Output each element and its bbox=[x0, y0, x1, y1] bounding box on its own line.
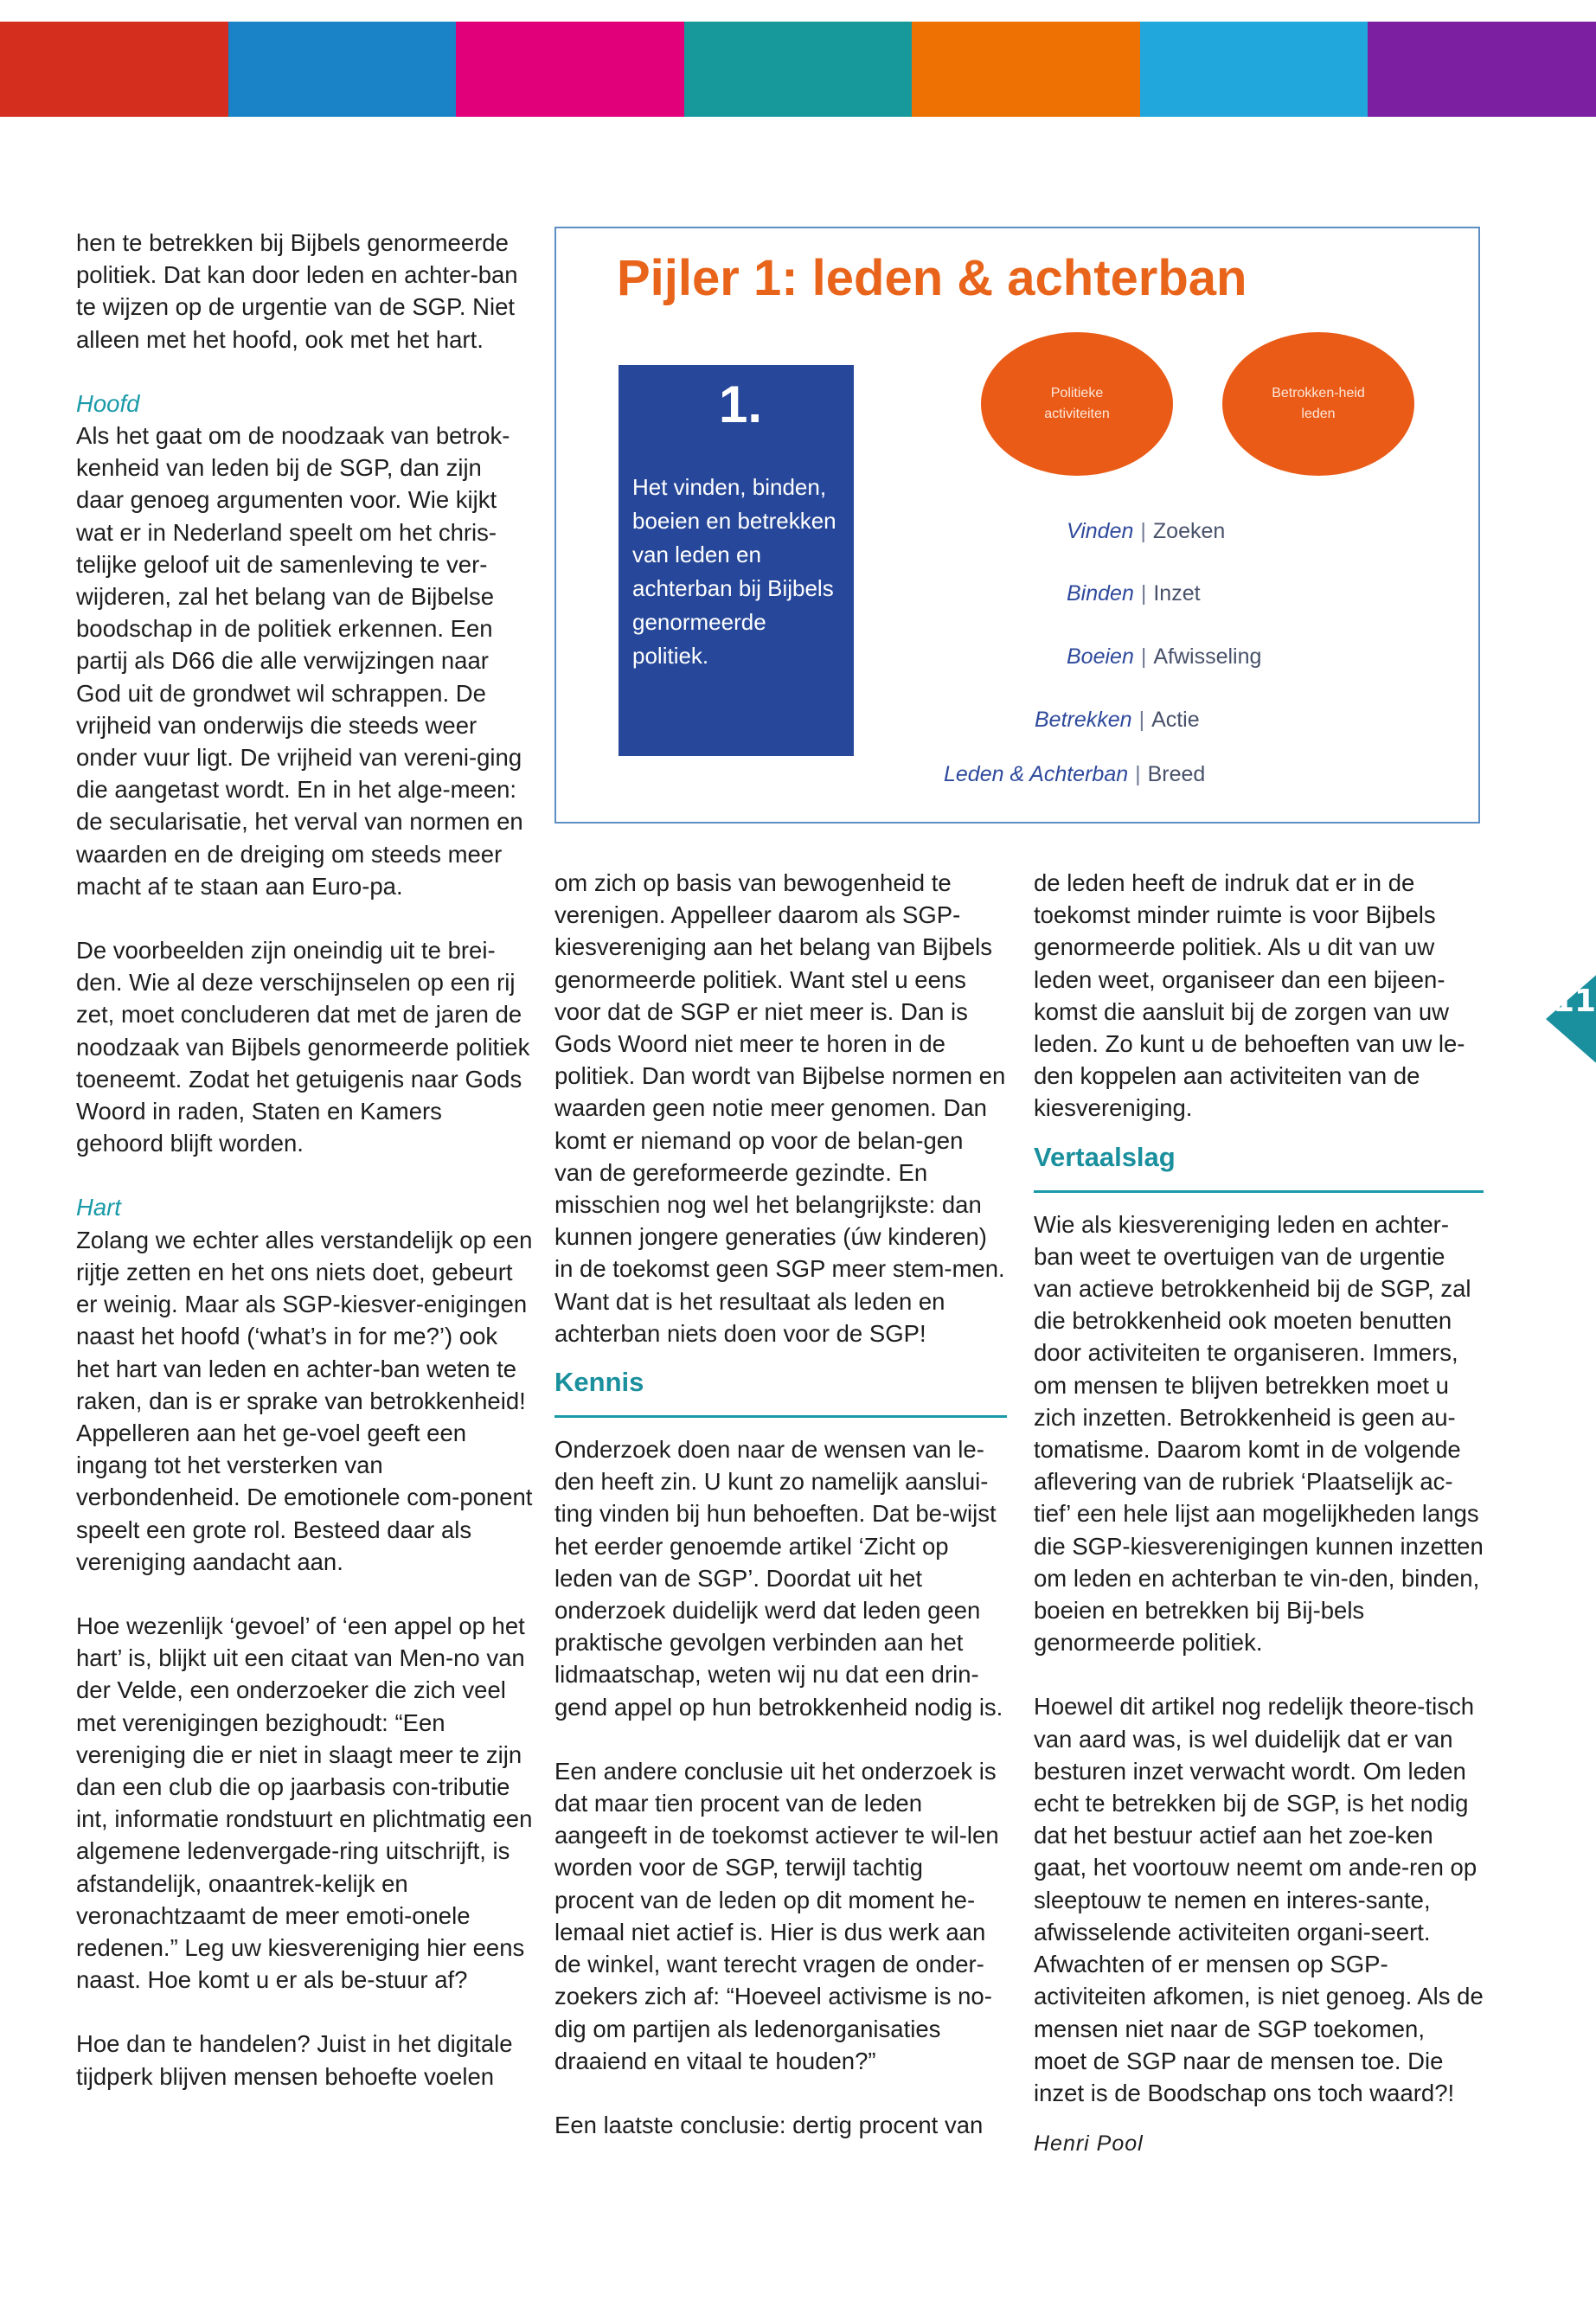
column-middle bbox=[554, 867, 1007, 2141]
pair-key: Vinden bbox=[1067, 519, 1134, 543]
paragraph: hen te betrekken bij Bijbels genormeerde politiek. Dat kan door leden en achter-ban te wijzen op de urgentie van de SGP. Niet alleen met het hoofd, ook met het hart. bbox=[76, 229, 518, 353]
figure-pair bbox=[1067, 581, 1201, 606]
figure-box-text: Het vinden, binden, boeien en betrekken van leden en achterban bij Bijbels genormeerde politiek. bbox=[632, 474, 836, 669]
figure-box-number: 1. bbox=[719, 375, 763, 433]
pair-key: Betrekken bbox=[1035, 708, 1132, 732]
column-right bbox=[1034, 867, 1484, 2160]
pair-separator: | bbox=[1135, 762, 1141, 786]
stripe-cyan bbox=[1140, 22, 1368, 117]
paragraph: Als het gaat om de noodzaak van betrok-kenheid van leden bij de SGP, dan zijn daar genoeg argumenten voor. Wie kijkt wat er in Nederland speelt om het chris-telijke geloof uit de samenleving te ver-wijderen, zal het belang van de Bijbelse boodschap in de politiek erkennen. Een partij als D66 die alle verwijzingen naar God uit de grondwet wil schrappen. De vrijheid van onderwijs die steeds weer onder vuur ligt. De vrijheid van vereni-ging die aangetast wordt. En in het alge-meen: de secularisatie, het verval van normen en waarden en de dreiging om steeds meer macht af te staan aan Euro-pa. bbox=[76, 422, 523, 900]
page-number: 11 bbox=[1553, 984, 1596, 1019]
paragraph: Hoewel dit artikel nog redelijk theore-tisch van aard was, is wel duidelijk dat er van besturen inzet verwacht wordt. Om leden echt te betrekken bij de SGP, is het nodig dat het bestuur actief aan het zoe-ken gaat, het voortouw neemt om ande-ren op sleeptouw te nemen en interes-sante, afwisselende activiteiten organi-seert. Afwachten of er mensen op SGP-activiteiten afkomen, is niet genoeg. Als de mensen niet naar de SGP toekomen, moet de SGP naar de mensen toe. Die inzet is de Boodschap ons toch waard?! bbox=[1034, 1693, 1484, 2106]
pair-key: Boeien bbox=[1067, 644, 1134, 669]
author-name: Henri Pool bbox=[1034, 2131, 1144, 2157]
section-heading-kennis: Kennis bbox=[554, 1367, 644, 1398]
stripe-red bbox=[0, 22, 228, 117]
circle-betrokkenheid-leden bbox=[1222, 332, 1414, 476]
circle-politieke-activiteiten bbox=[981, 332, 1173, 476]
circle-label: Politieke activiteiten bbox=[1044, 386, 1110, 421]
section-rule bbox=[554, 1415, 1007, 1418]
pair-separator: | bbox=[1140, 644, 1147, 669]
figure-title: Pijler 1: leden & achterban bbox=[617, 250, 1247, 306]
circle-label: Betrokken-heid leden bbox=[1272, 386, 1365, 421]
paragraph: de leden heeft de indruk dat er in de toekomst minder ruimte is voor Bijbels genormeerde politiek. Als u dit van uw leden weet, organiseer dan een bijeen-komst die aansluit bij de zorgen van uw leden. Zo kunt u de behoeften van uw le-den koppelen aan activiteiten van de kiesvereniging. bbox=[1034, 869, 1465, 1122]
paragraph: De voorbeelden zijn oneindig uit te brei-den. Wie al deze verschijnselen op een rij zet, moet concluderen dat met de jaren de noodzaak van Bijbels genormeerde politiek toeneemt. Zodat het getuigenis naar Gods Woord in raden, Staten en Kamers gehoord blijft worden. bbox=[76, 937, 530, 1157]
column-left bbox=[76, 227, 535, 2093]
stripe-orange bbox=[912, 22, 1140, 117]
paragraph: Een laatste conclusie: dertig procent van bbox=[554, 2111, 984, 2138]
paragraph: Onderzoek doen naar de wensen van le-den heeft zin. U kunt zo namelijk aanslui-ting vinden bij hun behoeften. Dat be-wijst het eerder genoemde artikel ‘Zicht op leden van de SGP’. Doordat uit het onderzoek duidelijk werd dat leden geen praktische gevolgen verbinden aan het lidmaatschap, weten wij nu dat een drin-gend appel op hun betrokkenheid nodig is. bbox=[554, 1436, 1003, 1721]
subheading-hart: Hart bbox=[76, 1194, 121, 1221]
pair-value: Actie bbox=[1151, 708, 1200, 732]
figure-pair bbox=[1035, 708, 1200, 733]
subheading-hoofd: Hoofd bbox=[76, 389, 140, 417]
pair-separator: | bbox=[1138, 708, 1145, 732]
paragraph: Hoe dan te handelen? Juist in het digitale tijdperk blijven mensen behoefte voelen bbox=[76, 2030, 513, 2090]
pillar-figure bbox=[554, 227, 1480, 824]
section-rule bbox=[1034, 1190, 1484, 1193]
section-heading-vertaalslag: Vertaalslag bbox=[1034, 1141, 1176, 1172]
figure-pair bbox=[944, 762, 1205, 787]
pair-value: Breed bbox=[1147, 762, 1206, 786]
figure-pair bbox=[1067, 644, 1261, 670]
figure-blue-box bbox=[619, 365, 854, 756]
pair-separator: | bbox=[1140, 581, 1147, 606]
pair-separator: | bbox=[1140, 519, 1146, 543]
stripe-purple bbox=[1368, 22, 1596, 117]
stripe-teal bbox=[684, 22, 913, 117]
paragraph: Een andere conclusie uit het onderzoek is dat maar tien procent van de leden aangeeft in de toekomst actiever te wil-len worden voor de SGP, terwijl tachtig procent van de leden op dit moment he-lemaal niet actief is. Hier is dus werk aan de winkel, want terecht vragen de onder-zoekers zich af: “Hoeveel activisme is no-dig om partijen als ledenorganisaties draaiend en vitaal te houden?” bbox=[554, 1757, 999, 2074]
pair-value: Afwisseling bbox=[1153, 644, 1262, 669]
paragraph: Hoe wezenlijk ‘gevoel’ of ‘een appel op het hart’ is, blijkt uit een citaat van Men-no van der Velde, een onderzoeker die zich veel met verenigingen bezighoudt: “Een vereniging die er niet in slaagt meer te zijn dan een club die op jaarbasis con-tributie int, informatie rondstuurt en plichtmatig een algemene ledenvergade-ring uitschrijft, is afstandelijk, onaantrek-kelijk en veronachtzaamt de meer emoti-onele redenen.” Leg uw kiesvereniging hier eens naast. Hoe komt u er als be-stuur af? bbox=[76, 1612, 533, 1994]
page-number-tab bbox=[1546, 965, 1596, 1074]
pair-value: Inzet bbox=[1153, 581, 1201, 606]
stripe-blue bbox=[228, 22, 457, 117]
paragraph: om zich op basis van bewogenheid te verenigen. Appelleer daarom als SGP-kiesvereniging aan het belang van Bijbels genormeerde politiek. Want stel u eens voor dat de SGP er niet meer is. Dan is Gods Woord niet meer te horen in de politiek. Dan wordt van Bijbelse normen en waarden geen notie meer genomen. Dan komt er niemand op voor de belan-gen van de gereformeerde gezindte. En misschien nog wel het belangrijkste: dan kunnen jongere generaties (úw kinderen) in de toekomst geen SGP meer stem-men. Want dat is het resultaat als leden en achterban niets doen voor de SGP! bbox=[554, 869, 1006, 1347]
pair-key: Leden & Achterban bbox=[944, 762, 1129, 786]
pair-value: Zoeken bbox=[1152, 519, 1226, 543]
pair-key: Binden bbox=[1067, 581, 1134, 606]
paragraph: Wie als kiesvereniging leden en achter-ban weet te overtuigen van de urgentie van actieve betrokkenheid bij de SGP, zal die betrokkenheid ook moeten benutten door activiteiten te organiseren. Immers, om mensen te blijven betrekken moet u zich inzetten. Betrokkenheid is geen au-tomatisme. Daarom komt in de volgende aflevering van de rubriek ‘Plaatselijk ac-tief’ een hele lijst aan mogelijkheden langs die SGP-kiesverenigingen kunnen inzetten om leden en achterban te vin-den, binden, boeien en betrekken bij Bij-bels genormeerde politiek. bbox=[1034, 1210, 1484, 1657]
stripe-magenta bbox=[456, 22, 684, 117]
color-stripe-bar bbox=[0, 22, 1596, 117]
paragraph: Zolang we echter alles verstandelijk op een rijtje zetten en het ons niets doet, gebeurt er weinig. Maar als SGP-kiesver-enigingen naast het hoofd (‘what’s in for me?’) ook het hart van leden en achter-ban weten te raken, dan is er sprake van betrokkenheid! Appelleren aan het ge-voel geeft een ingang tot het versterken van verbondenheid. De emotionele com-ponent speelt een grote rol. Besteed daar als vereniging aandacht aan. bbox=[76, 1226, 533, 1575]
figure-pair bbox=[1067, 519, 1225, 544]
